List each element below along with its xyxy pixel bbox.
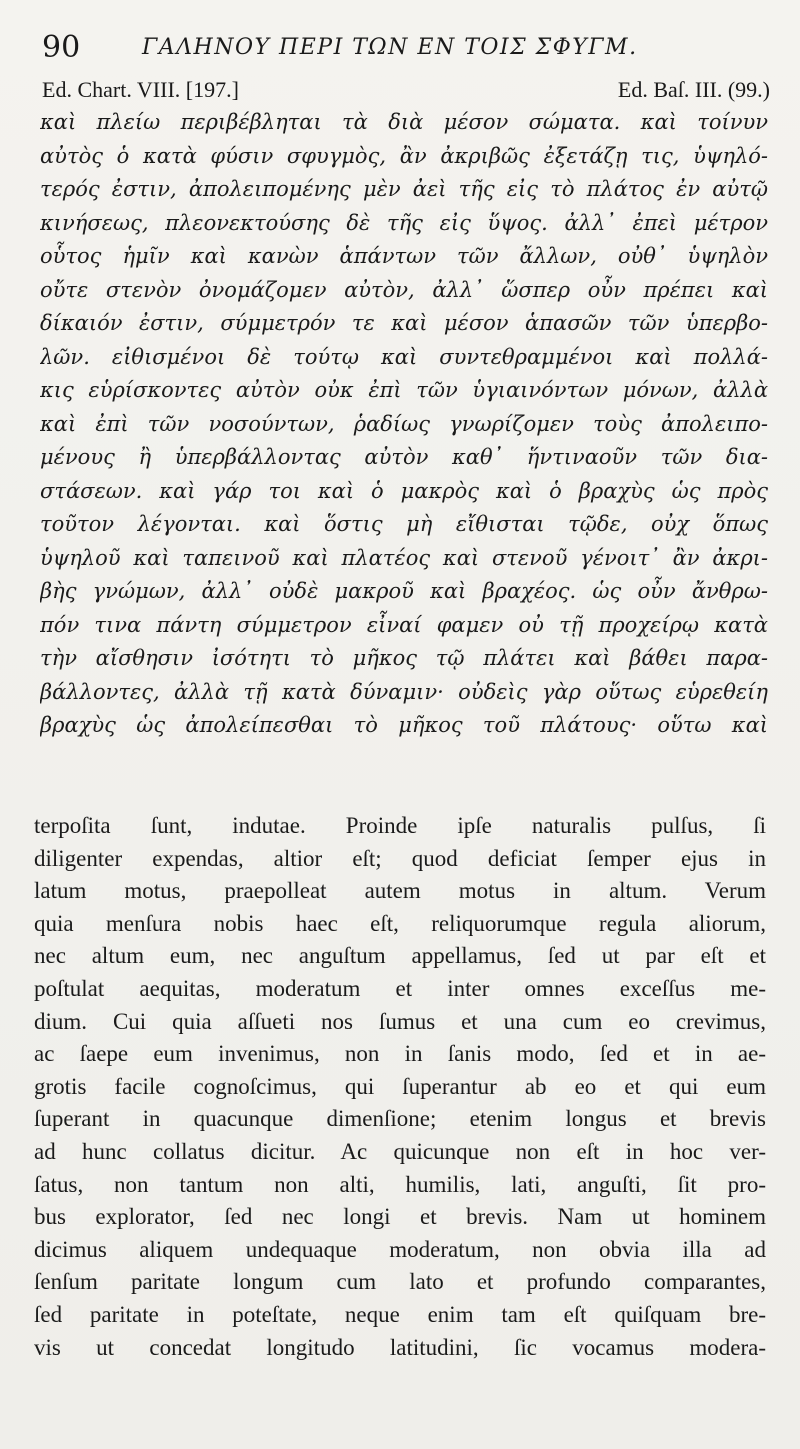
greek-text-line: ὑψηλοῦ καὶ ταπεινοῦ καὶ πλατέος καὶ στενοῦ γένοιτ᾽ ἂν ἀκρι- [40, 545, 768, 570]
greek-text-line: κινήσεως, πλεονεκτούσης δὲ τῆς εἰς ὕψος. ἀλλ᾽ ἐπεὶ μέτρον [40, 210, 768, 235]
latin-text-line: ac ſaepe eum invenimus, non in ſanis modo, ſed et in ae- [34, 1041, 766, 1067]
greek-text-line: κις εὑρίσκοντες αὐτὸν οὐκ ἐπὶ τῶν ὑγιαινόντων μόνων, ἀλλὰ [40, 378, 768, 402]
latin-text-block [34, 810, 766, 1364]
greek-text-line: καὶ πλείω περιβέβληται τὰ διὰ μέσον σώματα. καὶ τοίνυν [40, 110, 768, 134]
edition-chart-reference: Ed. Chart. VIII. [197.] [42, 77, 239, 102]
latin-text-line: ad hunc collatus dicitur. Ac quicunque non eſt in hoc ver- [34, 1138, 766, 1164]
greek-text-block [40, 106, 768, 743]
latin-text-line: dium. Cui quia aſſueti nos ſumus et una cum eo crevimus, [34, 1008, 766, 1034]
latin-text-line: bus explorator, ſed nec longi et brevis. Nam ut hominem [34, 1204, 766, 1230]
latin-text-line: ſed paritate in poteſtate, neque enim tam eſt quiſquam bre- [34, 1301, 766, 1327]
greek-text-line: τοῦτον λέγονται. καὶ ὅστις μὴ εἴθισται τῷδε, οὐχ ὅπως [40, 512, 768, 536]
latin-text-line: latum motus, praepolleat autem motus in altum. Verum [34, 878, 766, 904]
greek-text-line: αὐτὸς ὁ κατὰ φύσιν σφυγμὸς, ἂν ἀκριβῶς ἐξετάζῃ τις, ὑψηλό- [40, 143, 768, 168]
greek-text-line: βάλλοντες, ἀλλὰ τῇ κατὰ δύναμιν· οὐδεὶς γὰρ οὕτως εὑρεθείη [40, 679, 768, 704]
latin-text-line: diligenter expendas, altior eſt; quod deficiat ſemper ejus in [34, 845, 766, 871]
running-title: ΓΑΛΗΝΟΥ ΠΕΡΙ ΤΩΝ ΕΝ ΤΟΙΣ ΣΦΥΓΜ. [142, 35, 638, 60]
greek-text-line: στάσεων. καὶ γάρ τοι καὶ ὁ μακρὸς καὶ ὁ βραχὺς ὡς πρὸς [40, 478, 768, 503]
greek-text-line: βὴς γνώμων, ἀλλ᾽ οὐδὲ μακροῦ καὶ βραχέος. ὡς οὖν ἄνθρω- [40, 579, 768, 603]
latin-text-line: ſenſum paritate longum cum lato et profundo comparantes, [34, 1269, 766, 1295]
edition-references [42, 76, 770, 104]
greek-text-line: μένους ἢ ὑπερβάλλοντας αὐτὸν καθ᾽ ἥντιναοῦν τῶν δια- [40, 445, 768, 469]
latin-text-line: quia menſura nobis haec eſt, reliquorumque regula aliorum, [34, 910, 766, 936]
greek-text-line: πόν τινα πάντη σύμμετρον εἶναί φαμεν οὐ τῇ προχείρῳ κατὰ [40, 612, 768, 637]
latin-text-line: grotis facile cognoſcimus, qui ſuperantur ab eo et qui eum [34, 1073, 766, 1099]
latin-text-line: poſtulat aequitas, moderatum et inter omnes exceſſus me- [34, 975, 766, 1001]
greek-text-line: τερός ἐστιν, ἀπολειπομένης μὲν ἀεὶ τῆς εἰς τὸ πλάτος ἐν αὐτῷ [40, 177, 768, 201]
running-head [42, 30, 764, 66]
latin-text-line: ſatus, non tantum non alti, humilis, lati, anguſti, ſit pro- [34, 1171, 766, 1197]
greek-text-line: βραχὺς ὡς ἀπολείπεσθαι τὸ μῆκος τοῦ πλάτους· οὕτω καὶ [40, 713, 768, 737]
page-number: 90 [42, 30, 81, 65]
latin-text-line: nec altum eum, nec anguſtum appellamus, ſed ut par eſt et [34, 943, 766, 969]
latin-text-line: dicimus aliquem undequaque moderatum, non obvia illa ad [34, 1236, 766, 1262]
greek-text-line: οὗτος ἡμῖν καὶ κανὼν ἁπάντων τῶν ἄλλων, οὐθ᾽ ὑψηλὸν [40, 244, 768, 268]
latin-text-line: terpoſita ſunt, indutae. Proinde ipſe naturalis pulſus, ſi [34, 813, 766, 838]
greek-text-line: δίκαιόν ἐστιν, σύμμετρόν τε καὶ μέσον ἁπασῶν τῶν ὑπερβο- [40, 311, 768, 335]
greek-text-line: τὴν αἴσθησιν ἰσότητι τὸ μῆκος τῷ πλάτει καὶ βάθει παρα- [40, 646, 768, 670]
greek-text-line: λῶν. εἰθισμένοι δὲ τούτῳ καὶ συντεθραμμένοι καὶ πολλά- [40, 344, 768, 369]
greek-text-line: καὶ ἐπὶ τῶν νοσούντων, ῥαδίως γνωρίζομεν τοὺς ἀπολειπο- [40, 411, 768, 436]
latin-text-line: ſuperant in quacunque dimenſione; etenim longus et brevis [34, 1106, 766, 1132]
latin-text-line: vis ut concedat longitudo latitudini, ſic vocamus modera- [34, 1334, 766, 1360]
edition-basel-reference: Ed. Baſ. III. (99.) [617, 77, 770, 102]
greek-text-line: οὔτε στενὸν ὀνομάζομεν αὐτὸν, ἀλλ᾽ ὥσπερ οὖν πρέπει καὶ [40, 277, 768, 302]
